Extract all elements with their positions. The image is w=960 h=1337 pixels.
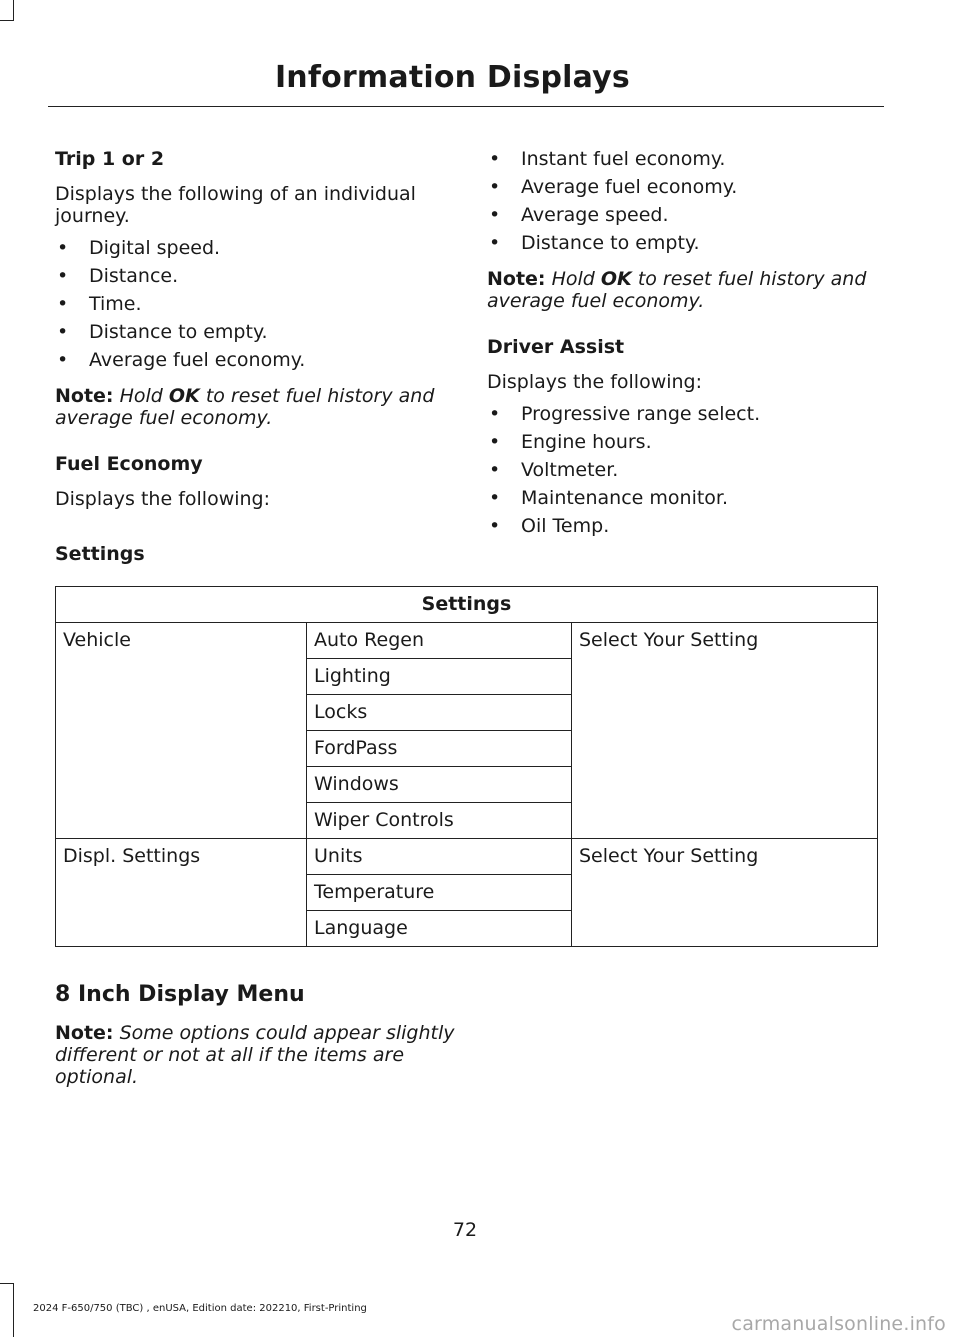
list-item-text: Voltmeter.: [521, 459, 619, 481]
list-item-text: Engine hours.: [521, 431, 652, 453]
list-item-text: Average speed.: [521, 204, 669, 226]
bullet-icon: •: [489, 515, 501, 537]
table-cell-action: Select Your Setting: [572, 839, 878, 947]
list-item-text: Average fuel economy.: [521, 176, 738, 198]
table-cell-group: Vehicle: [56, 623, 307, 839]
bullet-icon: •: [57, 265, 69, 287]
table-cell-item: Auto Regen: [307, 623, 572, 659]
table-cell-item: Units: [307, 839, 572, 875]
bullet-icon: •: [57, 349, 69, 371]
list-item: [487, 204, 867, 232]
list-item: [487, 431, 867, 459]
right-column: [487, 148, 867, 551]
fuel-economy-list: [487, 148, 867, 260]
table-cell-item: Temperature: [307, 875, 572, 911]
display-menu-note: [55, 1022, 455, 1088]
list-item-text: Oil Temp.: [521, 515, 610, 537]
table-cell-action: Select Your Setting: [572, 623, 878, 839]
table-cell-item: Locks: [307, 695, 572, 731]
list-item: [487, 232, 867, 260]
crop-mark: [13, 1283, 14, 1337]
trip-heading: Trip 1 or 2: [55, 148, 165, 170]
note-text: to reset fuel history and average fuel economy.: [55, 385, 435, 429]
note-text: Hold: [551, 268, 595, 290]
fuel-economy-intro: Displays the following:: [55, 488, 271, 510]
note-label: Note:: [55, 385, 114, 407]
list-item-text: Instant fuel economy.: [521, 148, 726, 170]
list-item: [55, 237, 435, 265]
list-item-text: Distance to empty.: [521, 232, 700, 254]
note-key: OK: [600, 268, 632, 290]
settings-heading: Settings: [55, 543, 145, 565]
driver-assist-heading: Driver Assist: [487, 336, 625, 358]
list-item: [55, 349, 435, 377]
table-cell-group: Displ. Settings: [56, 839, 307, 947]
bullet-icon: •: [489, 232, 501, 254]
bullet-icon: •: [489, 403, 501, 425]
list-item: [55, 321, 435, 349]
table-cell-item: FordPass: [307, 731, 572, 767]
bullet-icon: •: [57, 293, 69, 315]
list-item: [55, 265, 435, 293]
table-row: [56, 623, 878, 659]
list-item-text: Distance.: [89, 265, 179, 287]
watermark: carmanualsonline.info: [731, 1313, 946, 1335]
bullet-icon: •: [489, 148, 501, 170]
list-item: [487, 515, 867, 543]
note-label: Note:: [55, 1022, 114, 1044]
crop-mark: [13, 0, 14, 20]
list-item: [487, 403, 867, 431]
crop-mark: [0, 1283, 14, 1284]
page-number: 72: [452, 1219, 478, 1241]
note-text: Some options could appear slightly different or not at all if the items are optional.: [55, 1022, 455, 1088]
display-menu-heading: 8 Inch Display Menu: [55, 982, 305, 1007]
bullet-icon: •: [489, 459, 501, 481]
header-divider: [48, 106, 884, 107]
note-text: Hold: [119, 385, 163, 407]
list-item: [487, 148, 867, 176]
list-item-text: Maintenance monitor.: [521, 487, 729, 509]
left-column: [55, 148, 435, 520]
note-label: Note:: [487, 268, 546, 290]
table-title: Settings: [56, 587, 878, 623]
bullet-icon: •: [489, 204, 501, 226]
bullet-icon: •: [489, 176, 501, 198]
bullet-icon: •: [489, 487, 501, 509]
list-item: [487, 487, 867, 515]
table-cell-item: Language: [307, 911, 572, 947]
bullet-icon: •: [489, 431, 501, 453]
table-cell-item: Lighting: [307, 659, 572, 695]
driver-assist-list: [487, 403, 867, 543]
settings-table: [55, 586, 878, 947]
bullet-icon: •: [57, 237, 69, 259]
note-text: to reset fuel history and average fuel economy.: [487, 268, 867, 312]
page-title: Information Displays: [274, 60, 630, 95]
list-item-text: Average fuel economy.: [89, 349, 306, 371]
crop-mark: [0, 20, 14, 21]
list-item: [487, 176, 867, 204]
trip-intro: Displays the following of an individual journey.: [55, 183, 416, 227]
driver-assist-intro: Displays the following:: [487, 371, 703, 393]
table-header-row: [56, 587, 878, 623]
list-item-text: Progressive range select.: [521, 403, 761, 425]
list-item: [487, 459, 867, 487]
list-item-text: Distance to empty.: [89, 321, 268, 343]
list-item: [55, 293, 435, 321]
table-cell-item: Wiper Controls: [307, 803, 572, 839]
trip-list: [55, 237, 435, 377]
list-item-text: Digital speed.: [89, 237, 221, 259]
fuel-note: [487, 268, 867, 312]
bullet-icon: •: [57, 321, 69, 343]
table-cell-item: Windows: [307, 767, 572, 803]
table-row: [56, 839, 878, 875]
fuel-economy-heading: Fuel Economy: [55, 453, 203, 475]
trip-note: [55, 385, 435, 429]
edition-info: 2024 F-650/750 (TBC) , enUSA, Edition date: 202210, First-Printing: [33, 1303, 367, 1314]
note-key: OK: [168, 385, 200, 407]
list-item-text: Time.: [89, 293, 142, 315]
